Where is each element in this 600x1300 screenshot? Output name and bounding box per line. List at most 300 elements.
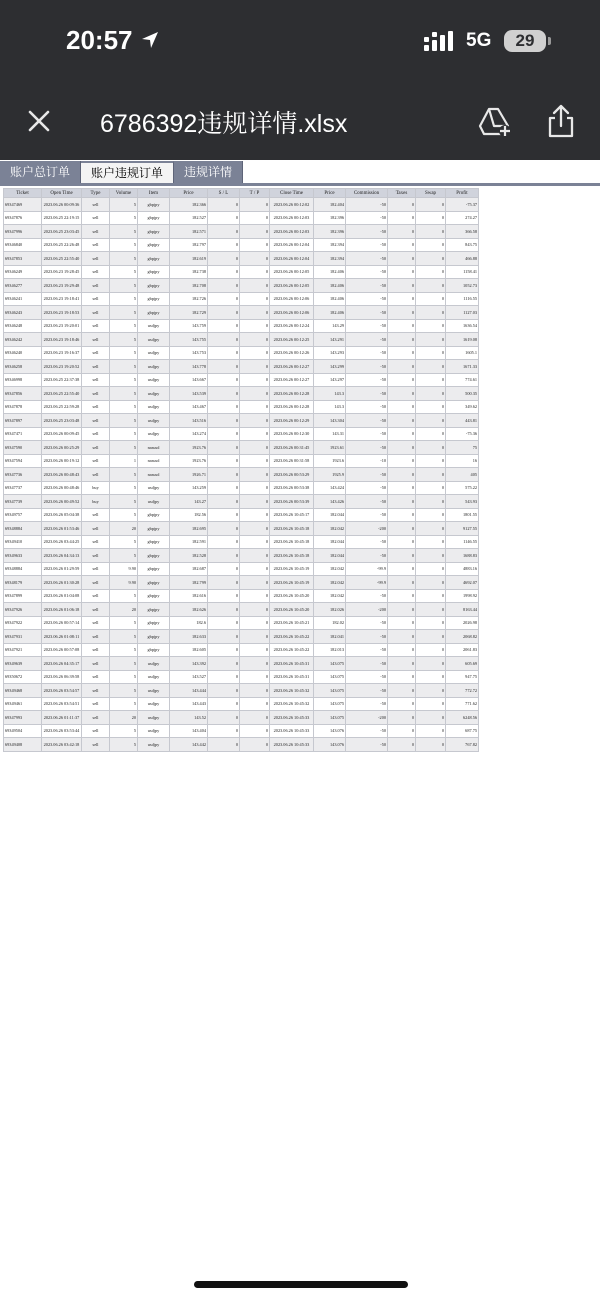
table-cell[interactable]: 0 xyxy=(240,373,270,387)
table-cell[interactable]: 0 xyxy=(208,333,240,347)
table-cell[interactable]: 0 xyxy=(388,684,416,698)
table-cell[interactable]: 0 xyxy=(208,562,240,576)
table-row[interactable] xyxy=(4,603,479,617)
table-cell[interactable]: 0 xyxy=(208,684,240,698)
table-cell[interactable]: 0 xyxy=(416,252,446,266)
table-cell[interactable]: 143.075 xyxy=(314,670,346,684)
table-row[interactable] xyxy=(4,711,479,725)
table-cell[interactable]: 2023.06.26 00:12:03 xyxy=(270,225,314,239)
table-cell[interactable]: 0 xyxy=(388,616,416,630)
table-cell[interactable]: 0 xyxy=(240,670,270,684)
table-cell[interactable]: -50 xyxy=(346,292,388,306)
table-cell[interactable]: 2023.06.26 00:53:39 xyxy=(270,495,314,509)
table-cell[interactable]: nasusd xyxy=(138,468,170,482)
table-cell[interactable]: 2023.06.26 00:57:08 xyxy=(42,643,82,657)
table-cell[interactable]: 2068.82 xyxy=(446,630,479,644)
table-cell[interactable]: 182.396 xyxy=(314,225,346,239)
table-cell[interactable]: gbpjpy xyxy=(138,238,170,252)
table-cell[interactable]: 182.041 xyxy=(314,630,346,644)
table-cell[interactable]: 605.69 xyxy=(446,657,479,671)
table-cell[interactable]: sell xyxy=(82,279,110,293)
table-row[interactable] xyxy=(4,346,479,360)
table-cell[interactable]: sell xyxy=(82,603,110,617)
table-cell[interactable]: 0 xyxy=(388,724,416,738)
table-cell[interactable]: 0 xyxy=(388,265,416,279)
table-row[interactable] xyxy=(4,198,479,212)
column-header[interactable]: Volume xyxy=(110,189,138,198)
table-cell[interactable]: 69349639 xyxy=(4,657,42,671)
table-cell[interactable]: usdjpy xyxy=(138,711,170,725)
table-cell[interactable]: -200 xyxy=(346,711,388,725)
table-cell[interactable]: 69347856 xyxy=(4,387,42,401)
table-cell[interactable]: -50 xyxy=(346,724,388,738)
table-cell[interactable]: 2023.06.25 22:55:40 xyxy=(42,387,82,401)
table-cell[interactable]: 0 xyxy=(416,319,446,333)
table-cell[interactable]: 143.527 xyxy=(170,670,208,684)
table-cell[interactable]: 0 xyxy=(208,508,240,522)
table-cell[interactable]: 143.755 xyxy=(170,333,208,347)
table-cell[interactable]: 1 xyxy=(110,454,138,468)
table-cell[interactable]: usdjpy xyxy=(138,346,170,360)
table-cell[interactable]: sell xyxy=(82,738,110,752)
add-to-drive-icon[interactable] xyxy=(478,104,512,138)
table-row[interactable] xyxy=(4,738,479,752)
table-cell[interactable]: 0 xyxy=(388,697,416,711)
table-cell[interactable]: 0 xyxy=(416,697,446,711)
table-cell[interactable]: 20 xyxy=(110,522,138,536)
table-cell[interactable]: 2023.06.25 22:55:40 xyxy=(42,252,82,266)
table-cell[interactable]: 0 xyxy=(388,346,416,360)
table-cell[interactable]: sell xyxy=(82,454,110,468)
table-cell[interactable]: 5 xyxy=(110,657,138,671)
table-cell[interactable]: 1619.08 xyxy=(446,333,479,347)
table-cell[interactable]: 0 xyxy=(416,535,446,549)
table-cell[interactable]: 0 xyxy=(208,238,240,252)
table-cell[interactable]: 5 xyxy=(110,319,138,333)
table-cell[interactable]: 774.61 xyxy=(446,373,479,387)
table-cell[interactable]: 0 xyxy=(416,238,446,252)
table-cell[interactable]: 182.366 xyxy=(170,198,208,212)
table-cell[interactable]: 2023.06.26 10:45:19 xyxy=(270,576,314,590)
table-cell[interactable]: 143.424 xyxy=(314,481,346,495)
table-cell[interactable]: 2023.06.26 10:45:21 xyxy=(270,616,314,630)
table-cell[interactable]: 143.444 xyxy=(170,684,208,698)
table-cell[interactable]: -50 xyxy=(346,238,388,252)
table-cell[interactable]: 5 xyxy=(110,427,138,441)
table-cell[interactable]: sell xyxy=(82,414,110,428)
table-cell[interactable]: gbpjpy xyxy=(138,616,170,630)
table-cell[interactable]: 0 xyxy=(416,711,446,725)
table-cell[interactable]: 182.528 xyxy=(170,549,208,563)
table-cell[interactable]: 182.013 xyxy=(314,643,346,657)
table-cell[interactable]: 0 xyxy=(388,427,416,441)
close-icon[interactable] xyxy=(24,106,54,136)
table-cell[interactable]: 2023.06.23 19:20:01 xyxy=(42,319,82,333)
table-cell[interactable]: -50 xyxy=(346,387,388,401)
table-cell[interactable]: 143.426 xyxy=(314,495,346,509)
table-cell[interactable]: 2023.06.26 10:45:33 xyxy=(270,724,314,738)
table-cell[interactable]: -50 xyxy=(346,738,388,752)
table-cell[interactable]: -99.9 xyxy=(346,562,388,576)
table-cell[interactable]: 2023.06.26 01:11:37 xyxy=(42,711,82,725)
table-cell[interactable]: 69349757 xyxy=(4,508,42,522)
table-cell[interactable]: 182.396 xyxy=(314,211,346,225)
table-cell[interactable]: 0 xyxy=(388,522,416,536)
table-cell[interactable]: 0 xyxy=(208,400,240,414)
table-cell[interactable]: 69349410 xyxy=(4,535,42,549)
table-cell[interactable]: 0 xyxy=(416,414,446,428)
table-cell[interactable]: 2023.06.25 22:59:28 xyxy=(42,400,82,414)
table-cell[interactable]: 8163.44 xyxy=(446,603,479,617)
table-cell[interactable]: usdjpy xyxy=(138,319,170,333)
table-cell[interactable]: 2023.06.26 00:09:45 xyxy=(42,427,82,441)
table-cell[interactable]: usdjpy xyxy=(138,427,170,441)
table-cell[interactable]: 5 xyxy=(110,670,138,684)
table-cell[interactable]: 69348884 xyxy=(4,522,42,536)
table-cell[interactable]: 5 xyxy=(110,279,138,293)
table-cell[interactable]: 0 xyxy=(416,603,446,617)
table-cell[interactable]: 143.31 xyxy=(314,427,346,441)
table-cell[interactable]: gbpjpy xyxy=(138,589,170,603)
table-cell[interactable]: sell xyxy=(82,724,110,738)
table-row[interactable] xyxy=(4,522,479,536)
table-cell[interactable]: 366.58 xyxy=(446,225,479,239)
table-cell[interactable]: 143.076 xyxy=(314,738,346,752)
table-cell[interactable]: 69347897 xyxy=(4,414,42,428)
table-cell[interactable]: 0 xyxy=(208,346,240,360)
table-cell[interactable]: gbpjpy xyxy=(138,630,170,644)
table-cell[interactable]: 143.299 xyxy=(314,360,346,374)
table-cell[interactable]: 0 xyxy=(388,400,416,414)
table-cell[interactable]: 575.22 xyxy=(446,481,479,495)
column-header[interactable]: Price xyxy=(314,189,346,198)
table-cell[interactable]: gbpjpy xyxy=(138,252,170,266)
table-cell[interactable]: 0 xyxy=(388,670,416,684)
table-cell[interactable]: 2023.06.26 00:12:25 xyxy=(270,333,314,347)
table-cell[interactable]: 2023.06.26 00:12:05 xyxy=(270,265,314,279)
table-cell[interactable]: 0 xyxy=(388,387,416,401)
table-cell[interactable]: 69347590 xyxy=(4,441,42,455)
table-cell[interactable]: 0 xyxy=(416,265,446,279)
table-cell[interactable]: usdjpy xyxy=(138,697,170,711)
table-cell[interactable]: 143.293 xyxy=(314,346,346,360)
table-cell[interactable]: -50 xyxy=(346,589,388,603)
table-cell[interactable]: 1926.71 xyxy=(170,468,208,482)
table-cell[interactable]: 69346240 xyxy=(4,346,42,360)
table-cell[interactable]: 0 xyxy=(208,319,240,333)
table-cell[interactable]: 2023.06.26 04:34:13 xyxy=(42,549,82,563)
table-cell[interactable]: 5 xyxy=(110,346,138,360)
table-cell[interactable]: 143.753 xyxy=(170,346,208,360)
table-cell[interactable]: -50 xyxy=(346,468,388,482)
table-cell[interactable]: 2023.06.26 10:45:31 xyxy=(270,670,314,684)
table-cell[interactable]: -50 xyxy=(346,211,388,225)
table-cell[interactable]: 0 xyxy=(240,535,270,549)
table-cell[interactable]: 0 xyxy=(416,508,446,522)
table-cell[interactable]: 0 xyxy=(240,198,270,212)
table-cell[interactable]: 0 xyxy=(416,724,446,738)
table-cell[interactable]: 2023.06.23 19:18:46 xyxy=(42,333,82,347)
table-cell[interactable]: sell xyxy=(82,616,110,630)
table-cell[interactable]: 2023.06.26 10:45:33 xyxy=(270,711,314,725)
table-cell[interactable]: gbpjpy xyxy=(138,279,170,293)
table-cell[interactable]: nasusd xyxy=(138,454,170,468)
table-cell[interactable]: sell xyxy=(82,684,110,698)
table-cell[interactable]: 69347469 xyxy=(4,198,42,212)
table-cell[interactable]: 1801.55 xyxy=(446,508,479,522)
table-cell[interactable]: 2023.06.26 00:12:06 xyxy=(270,306,314,320)
table-cell[interactable]: 143.27 xyxy=(170,495,208,509)
table-cell[interactable]: -50 xyxy=(346,643,388,657)
column-header[interactable]: Swap xyxy=(416,189,446,198)
table-row[interactable] xyxy=(4,468,479,482)
column-header[interactable]: Close Time xyxy=(270,189,314,198)
table-cell[interactable]: 2023.06.26 10:45:19 xyxy=(270,562,314,576)
table-row[interactable] xyxy=(4,508,479,522)
table-cell[interactable]: 0 xyxy=(416,292,446,306)
table-cell[interactable]: 5 xyxy=(110,724,138,738)
table-cell[interactable]: sell xyxy=(82,265,110,279)
table-cell[interactable]: 0 xyxy=(388,279,416,293)
table-cell[interactable]: usdjpy xyxy=(138,724,170,738)
table-cell[interactable]: 947.75 xyxy=(446,670,479,684)
table-cell[interactable]: gbpjpy xyxy=(138,292,170,306)
table-cell[interactable]: 2023.06.26 00:48:46 xyxy=(42,481,82,495)
table-cell[interactable]: -50 xyxy=(346,549,388,563)
table-cell[interactable]: 182.616 xyxy=(170,589,208,603)
table-cell[interactable]: 1688.83 xyxy=(446,549,479,563)
table-cell[interactable]: 0 xyxy=(208,373,240,387)
table-cell[interactable]: 2023.06.26 00:49:52 xyxy=(42,495,82,509)
table-cell[interactable]: gbpjpy xyxy=(138,306,170,320)
table-cell[interactable]: 4883.16 xyxy=(446,562,479,576)
table-row[interactable] xyxy=(4,643,479,657)
table-cell[interactable]: 2023.06.26 00:31:45 xyxy=(270,441,314,455)
table-cell[interactable]: 69346258 xyxy=(4,360,42,374)
table-cell[interactable]: -50 xyxy=(346,265,388,279)
table-cell[interactable]: 1636.54 xyxy=(446,319,479,333)
table-cell[interactable]: 0 xyxy=(240,711,270,725)
table-cell[interactable]: 0 xyxy=(208,279,240,293)
table-cell[interactable]: 2023.06.25 23:03:48 xyxy=(42,414,82,428)
table-cell[interactable]: 687.75 xyxy=(446,724,479,738)
table-cell[interactable]: 0 xyxy=(416,522,446,536)
table-cell[interactable]: 182.687 xyxy=(170,562,208,576)
table-cell[interactable]: 182.404 xyxy=(314,198,346,212)
table-cell[interactable]: 5 xyxy=(110,414,138,428)
table-cell[interactable]: 182.042 xyxy=(314,522,346,536)
table-cell[interactable]: 2023.06.26 10:45:20 xyxy=(270,603,314,617)
table-cell[interactable]: -50 xyxy=(346,373,388,387)
table-cell[interactable]: 5 xyxy=(110,508,138,522)
table-cell[interactable]: 143.076 xyxy=(314,724,346,738)
table-cell[interactable]: 0 xyxy=(416,657,446,671)
table-cell[interactable]: 2023.06.25 23:03:45 xyxy=(42,225,82,239)
table-cell[interactable]: 0 xyxy=(388,468,416,482)
table-cell[interactable]: 0 xyxy=(240,238,270,252)
table-cell[interactable]: -50 xyxy=(346,697,388,711)
table-cell[interactable]: -75.36 xyxy=(446,427,479,441)
table-cell[interactable]: gbpjpy xyxy=(138,211,170,225)
table-cell[interactable]: -50 xyxy=(346,508,388,522)
table-row[interactable] xyxy=(4,279,479,293)
table-cell[interactable]: 2023.06.26 00:12:29 xyxy=(270,414,314,428)
table-cell[interactable]: 16 xyxy=(446,454,479,468)
table-cell[interactable]: 0 xyxy=(416,454,446,468)
table-cell[interactable]: 2023.06.26 00:12:04 xyxy=(270,238,314,252)
table-cell[interactable]: sell xyxy=(82,508,110,522)
table-cell[interactable]: 2023.06.26 00:57:14 xyxy=(42,616,82,630)
table-cell[interactable]: 1671.33 xyxy=(446,360,479,374)
table-cell[interactable]: 0 xyxy=(240,292,270,306)
table-cell[interactable]: sell xyxy=(82,333,110,347)
table-cell[interactable]: 5 xyxy=(110,738,138,752)
table-cell[interactable]: 2023.06.26 01:30:28 xyxy=(42,576,82,590)
table-cell[interactable]: 0 xyxy=(388,630,416,644)
table-cell[interactable]: -50 xyxy=(346,279,388,293)
table-cell[interactable]: 182.406 xyxy=(314,265,346,279)
table-row[interactable] xyxy=(4,616,479,630)
table-cell[interactable]: -50 xyxy=(346,535,388,549)
table-cell[interactable]: 2023.06.26 01:06:18 xyxy=(42,603,82,617)
table-cell[interactable]: 0 xyxy=(416,441,446,455)
table-cell[interactable]: 0 xyxy=(416,333,446,347)
table-cell[interactable]: 466.88 xyxy=(446,252,479,266)
table-row[interactable] xyxy=(4,306,479,320)
table-row[interactable] xyxy=(4,360,479,374)
table-cell[interactable]: 0 xyxy=(208,414,240,428)
table-cell[interactable]: 143.778 xyxy=(170,360,208,374)
table-cell[interactable]: 0 xyxy=(240,265,270,279)
table-cell[interactable]: 5 xyxy=(110,684,138,698)
table-cell[interactable]: 2023.06.26 00:12:30 xyxy=(270,427,314,441)
table-cell[interactable]: gbpjpy xyxy=(138,603,170,617)
column-header[interactable]: Taxes xyxy=(388,189,416,198)
table-cell[interactable]: sell xyxy=(82,211,110,225)
table-cell[interactable]: 0 xyxy=(416,279,446,293)
table-row[interactable] xyxy=(4,657,479,671)
table-cell[interactable]: 1923.6 xyxy=(314,454,346,468)
table-cell[interactable]: 2023.06.26 04:35:17 xyxy=(42,657,82,671)
table-cell[interactable]: 2023.06.26 03:54:51 xyxy=(42,697,82,711)
table-cell[interactable]: 2026.98 xyxy=(446,616,479,630)
table-cell[interactable]: 0 xyxy=(416,468,446,482)
table-cell[interactable]: 0 xyxy=(416,670,446,684)
table-cell[interactable]: 0 xyxy=(240,414,270,428)
table-cell[interactable]: 5 xyxy=(110,549,138,563)
table-cell[interactable]: 143.075 xyxy=(314,657,346,671)
table-cell[interactable]: 0 xyxy=(416,198,446,212)
table-cell[interactable]: 0 xyxy=(208,589,240,603)
table-cell[interactable]: 2023.06.26 00:31:58 xyxy=(270,454,314,468)
table-cell[interactable]: 2023.06.26 10:45:22 xyxy=(270,630,314,644)
table-cell[interactable]: 2023.06.26 00:12:27 xyxy=(270,360,314,374)
table-cell[interactable]: 0 xyxy=(416,643,446,657)
column-header[interactable]: S / L xyxy=(208,189,240,198)
table-cell[interactable]: sell xyxy=(82,697,110,711)
table-cell[interactable]: 0 xyxy=(416,738,446,752)
table-cell[interactable]: 2061.83 xyxy=(446,643,479,657)
table-cell[interactable]: sell xyxy=(82,441,110,455)
column-header[interactable]: Commission xyxy=(346,189,388,198)
table-cell[interactable]: 2023.06.26 00:19:12 xyxy=(42,454,82,468)
table-cell[interactable]: usdjpy xyxy=(138,373,170,387)
table-cell[interactable]: 182.044 xyxy=(314,549,346,563)
table-cell[interactable]: 0 xyxy=(240,724,270,738)
table-cell[interactable]: 1146.55 xyxy=(446,535,479,549)
table-cell[interactable]: 0 xyxy=(240,616,270,630)
table-cell[interactable]: 0 xyxy=(416,562,446,576)
table-cell[interactable]: 5 xyxy=(110,360,138,374)
column-header[interactable]: Profit xyxy=(446,189,479,198)
table-cell[interactable]: 2023.06.26 03:53:44 xyxy=(42,724,82,738)
table-cell[interactable]: 69347878 xyxy=(4,400,42,414)
table-cell[interactable]: 2023.06.23 19:16:37 xyxy=(42,346,82,360)
table-cell[interactable]: 69349633 xyxy=(4,549,42,563)
table-cell[interactable]: sell xyxy=(82,657,110,671)
table-cell[interactable]: 0 xyxy=(208,306,240,320)
table-cell[interactable]: 143.759 xyxy=(170,319,208,333)
table-cell[interactable]: 0 xyxy=(388,657,416,671)
table-cell[interactable]: 0 xyxy=(416,495,446,509)
table-cell[interactable]: nasusd xyxy=(138,441,170,455)
table-cell[interactable]: 0 xyxy=(208,225,240,239)
table-cell[interactable]: sell xyxy=(82,468,110,482)
table-cell[interactable]: 182.726 xyxy=(170,292,208,306)
table-cell[interactable]: 0 xyxy=(240,495,270,509)
table-cell[interactable]: 0 xyxy=(416,373,446,387)
table-cell[interactable]: 0 xyxy=(388,373,416,387)
table-cell[interactable]: sell xyxy=(82,319,110,333)
table-cell[interactable]: 1116.55 xyxy=(446,292,479,306)
column-header[interactable]: T / P xyxy=(240,189,270,198)
table-cell[interactable]: 0 xyxy=(208,643,240,657)
table-row[interactable] xyxy=(4,252,479,266)
table-cell[interactable]: 143.075 xyxy=(314,684,346,698)
table-row[interactable] xyxy=(4,724,479,738)
table-row[interactable] xyxy=(4,576,479,590)
table-cell[interactable]: 143.404 xyxy=(170,724,208,738)
table-row[interactable] xyxy=(4,670,479,684)
table-cell[interactable]: 0 xyxy=(388,292,416,306)
table-cell[interactable]: usdjpy xyxy=(138,481,170,495)
table-row[interactable] xyxy=(4,211,479,225)
table-cell[interactable]: 2023.06.26 00:25:29 xyxy=(42,441,82,455)
table-cell[interactable]: 0 xyxy=(208,670,240,684)
table-cell[interactable]: 5 xyxy=(110,697,138,711)
table-cell[interactable]: 69350672 xyxy=(4,670,42,684)
table-cell[interactable]: 2023.06.26 10:45:18 xyxy=(270,549,314,563)
table-cell[interactable]: 2023.06.26 00:48:43 xyxy=(42,468,82,482)
table-cell[interactable]: 182.042 xyxy=(314,576,346,590)
table-cell[interactable]: 0 xyxy=(416,630,446,644)
table-cell[interactable]: 2023.06.26 10:45:32 xyxy=(270,697,314,711)
table-cell[interactable]: 0 xyxy=(208,657,240,671)
table-cell[interactable]: 2023.06.26 03:54:57 xyxy=(42,684,82,698)
table-cell[interactable]: -10 xyxy=(346,454,388,468)
table-cell[interactable]: 69347876 xyxy=(4,211,42,225)
table-cell[interactable]: sell xyxy=(82,522,110,536)
table-cell[interactable]: 2023.06.25 22:37:38 xyxy=(42,373,82,387)
table-row[interactable] xyxy=(4,589,479,603)
table-cell[interactable]: 0 xyxy=(208,211,240,225)
table-row[interactable] xyxy=(4,549,479,563)
table-cell[interactable]: 69347899 xyxy=(4,589,42,603)
table-cell[interactable]: -50 xyxy=(346,414,388,428)
tab-violation-details[interactable]: 违规详情 xyxy=(174,161,243,183)
table-cell[interactable]: 5 xyxy=(110,643,138,657)
table-cell[interactable]: 0 xyxy=(208,724,240,738)
